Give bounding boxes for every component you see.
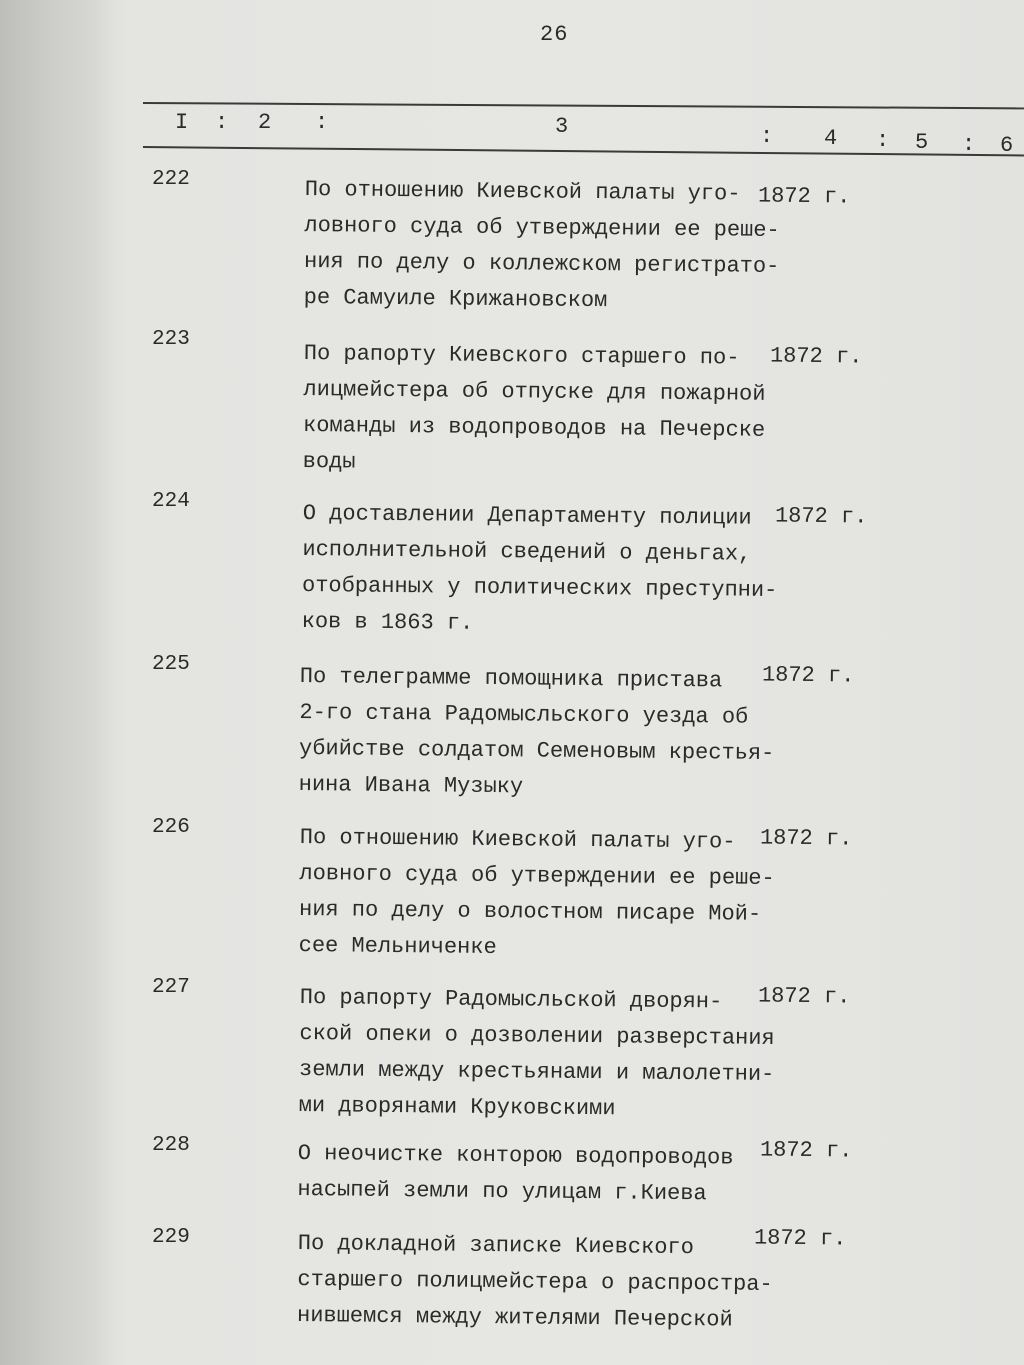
entry-year: 1872 г. [761, 662, 855, 689]
entry-description: По рапорту Киевского старшего по- лицмейстера об отпуске для пожарной команды из водопроводов на Печерске воды [302, 340, 766, 475]
entry-year: 1872 г. [769, 343, 863, 370]
entry-number: 225 [152, 653, 190, 676]
entry-year: 1872 г. [759, 1137, 853, 1164]
entry-year: 1872 г. [757, 983, 851, 1010]
column-separator: : [962, 132, 976, 157]
column-separator: : [760, 124, 774, 149]
entry-number: 229 [152, 1226, 190, 1249]
column-header-4: 4 [824, 126, 838, 151]
entry-number: 228 [152, 1134, 190, 1157]
column-separator: : [315, 110, 329, 135]
entry-description: По отношению Киевской палаты уго- ловного суда об утверждении ее реше- ния по делу о волостном писаре Мой- сее Мельниченке [298, 824, 775, 961]
header-bottom-rule [143, 146, 1024, 156]
entry-number: 222 [152, 168, 190, 191]
entry-year: 1872 г. [753, 1225, 847, 1252]
entry-description: По рапорту Радомысльской дворян- ской опеки о дозволении разверстания земли между крестьянами и малолетни- ми дворянами Круковскими [298, 984, 775, 1122]
binding-shadow [0, 0, 115, 1365]
entry-number: 223 [152, 328, 190, 351]
entry-number: 227 [152, 976, 190, 999]
entry-description: По телеграмме помощника пристава 2-го стана Радомысльского уезда об убийстве солдатом Семеновым крестья- нина Ивана Музыку [298, 663, 775, 800]
entry-description: О доставлении Департаменту полиции исполнительной сведений о деньгах, отобранных у политических преступни- ков в 1863 г. [301, 500, 778, 636]
entry-number: 226 [152, 816, 190, 839]
entry-number: 224 [152, 490, 190, 513]
column-header-3: 3 [555, 114, 569, 139]
column-separator: : [876, 128, 890, 153]
entry-description: По отношению Киевской палаты уго- ловного суда об утверждении ее реше- ния по делу о коллежском регистрато- ре Самуиле Крижановском [303, 176, 780, 314]
entry-description: По докладной записке Киевского старшего полицмейстера о распростра- нившемся между жителями Печерской [296, 1230, 773, 1333]
entry-year: 1872 г. [759, 825, 853, 852]
column-header-6: 6 [1000, 133, 1014, 158]
entry-year: 1872 г. [757, 183, 851, 210]
entry-year: 1872 г. [774, 503, 868, 530]
page-number: 26 [540, 22, 569, 47]
column-header-1: I [175, 110, 189, 135]
column-header-2: 2 [258, 110, 272, 135]
entry-description: О неочистке конторою водопроводов насыпей земли по улицам г.Киева [297, 1140, 734, 1207]
column-header-5: 5 [915, 130, 929, 155]
column-separator: : [215, 110, 229, 135]
header-top-rule [143, 102, 1024, 109]
